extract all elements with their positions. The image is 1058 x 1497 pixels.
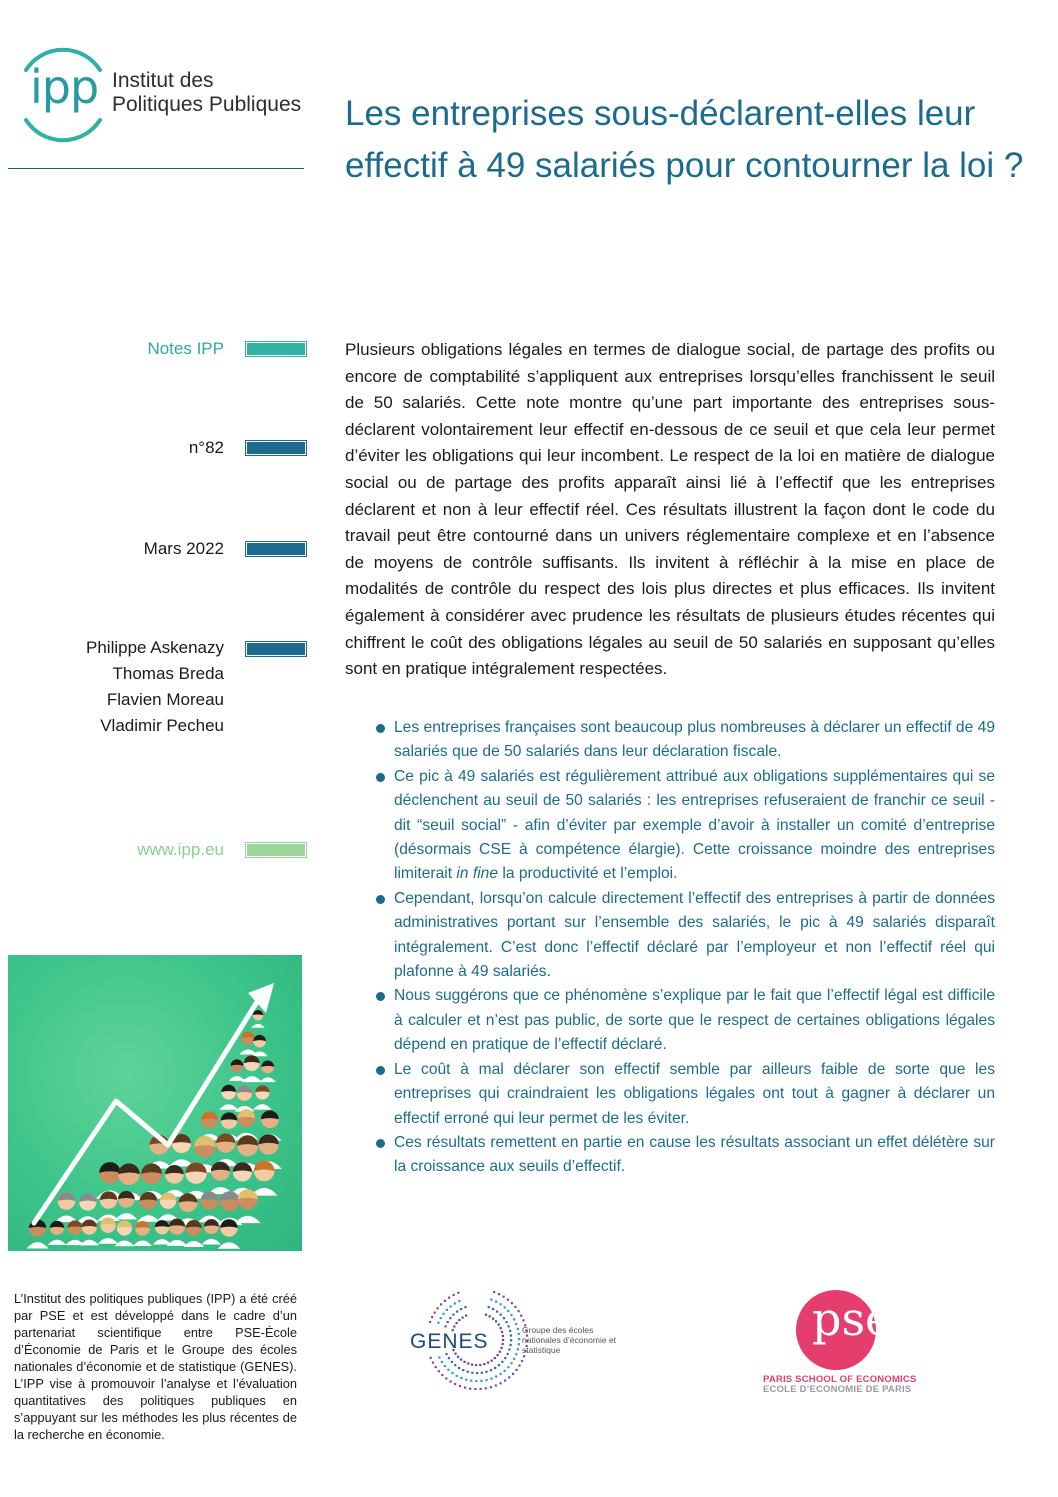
ipp-logo-mark: ipp bbox=[30, 60, 99, 114]
finding-text: Ces résultats remettent en partie en cause les résultats associant un effet délétère sur la croissance aux seuils d’effectif. bbox=[394, 1133, 995, 1176]
author-name: Thomas Breda bbox=[112, 664, 224, 683]
genes-logo-word: GENES bbox=[410, 1330, 489, 1353]
finding-item bbox=[372, 887, 995, 985]
finding-text: Nous suggérons que ce phénomène s’explique par le fait que l’effectif légal est difficile à calculer et n’est pas public, de sorte que le respect de certaines obligations légales dépend en pratique de l’effectif déclaré. bbox=[394, 987, 995, 1054]
bullet-dot-icon bbox=[376, 1066, 385, 1075]
finding-item bbox=[372, 716, 995, 765]
website-bar bbox=[246, 843, 306, 857]
ipp-logo-name-line2: Politiques Publiques bbox=[112, 93, 302, 116]
author-name: Philippe Askenazy bbox=[86, 638, 224, 657]
finding-item bbox=[372, 1058, 995, 1131]
bullet-dot-icon bbox=[376, 773, 385, 782]
growth-illustration bbox=[8, 955, 302, 1251]
author-name: Flavien Moreau bbox=[106, 690, 224, 709]
header-divider bbox=[8, 168, 304, 169]
genes-logo-subtitle: Groupe des écoles nationales d’économie et statistique bbox=[522, 1325, 617, 1355]
pse-name-en: PARIS SCHOOL OF ECONOMICS bbox=[763, 1374, 917, 1385]
author-name: Vladimir Pecheu bbox=[100, 716, 224, 735]
ipp-about-text: L’Institut des politiques publiques (IPP) a été créé par PSE et est développé dans le cadre d’un partenariat scientifique entre PSE-École d’Économie de Paris et le Groupe des écoles nationales d’économie et de statistique (GENES). L’IPP vise à promouvoir l’analyse et l’évaluation quantitatives des politiques publiques en s’appuyant sur les méthodes les plus récentes de la recherche en économie. bbox=[14, 1291, 297, 1442]
page-title: Les entreprises sous-déclarent-elles leur effectif à 49 salariés pour contourner la loi ? bbox=[345, 94, 1024, 185]
note-number: n°82 bbox=[188, 438, 224, 457]
bullet-dot-icon bbox=[376, 724, 385, 733]
publication-date: Mars 2022 bbox=[143, 539, 224, 558]
bullet-dot-icon bbox=[376, 992, 385, 1001]
finding-text: Les entreprises françaises sont beaucoup plus nombreuses à déclarer un effectif de 49 salariés que de 50 salariés dans leur déclaration fiscale. bbox=[394, 719, 995, 761]
finding-text: Ce pic à 49 salariés est régulièrement attribué aux obligations supplémentaires qui se déclenchent au seuil de 50 salariés : les entreprises refuseraient de franchir ce seuil - dit “seuil social” - afin d’éviter par exemple d’avoir à installer un comité d’entreprise (désormais CSE à compétence élargie). Cette croissance moindre des entreprises limiterait bbox=[394, 767, 995, 883]
series-bar bbox=[246, 342, 306, 356]
series-label: Notes IPP bbox=[147, 339, 224, 358]
bullet-dot-icon bbox=[376, 895, 385, 904]
website-link[interactable]: www.ipp.eu bbox=[137, 840, 224, 859]
abstract-paragraph: Plusieurs obligations légales en termes de dialogue social, de partage des profits ou encore de comptabilité s’appliquent aux entreprises lorsqu’elles franchissent le seuil de 50 salariés. Cette note montre qu’une part importante des entreprises sous-déclarent volontairement leur effectif en-dessous de ce seuil et que cela leur permet d’éviter les obligations qui leur incombent. Le respect de la loi en matière de dialogue social ou de partage des profits apparaît ainsi lié à l’effectif que les entreprises déclarent et non à leur effectif réel. Ces résultats illustrent la façon dont le code du travail peut être contourné dans un univers réglementaire complexe et en l’absence de moyens de contrôle suffisants. Ils invitent à réfléchir à la mise en place de modalités de contrôle du respect des lois plus directes et plus efficaces. Ils invitent également à considérer avec prudence les résultats de plusieurs études récentes qui chiffrent le coût des obligations légales au seuil de 50 salariés en supposant qu’elles sont en pratique intégralement respectées. bbox=[345, 340, 995, 679]
key-findings-list bbox=[372, 716, 995, 1180]
ipp-logo-name-line1: Institut des bbox=[112, 69, 214, 92]
date-bar bbox=[246, 542, 306, 556]
finding-text: Le coût à mal déclarer son effectif semble par ailleurs faible de sorte que les entreprises qui craindraient les obligations légales ont tout à gagner à déclarer un effectif erroné qui leur permet de les éviter. bbox=[394, 1060, 995, 1127]
finding-item bbox=[372, 1131, 995, 1180]
bullet-dot-icon bbox=[376, 1139, 385, 1148]
pse-name-fr: ECOLE D’ECONOMIE DE PARIS bbox=[763, 1384, 912, 1395]
authors-bar bbox=[246, 642, 306, 656]
note-number-bar bbox=[246, 441, 306, 455]
finding-text: la productivité et l’emploi. bbox=[498, 865, 678, 883]
finding-text: Cependant, lorsqu’on calcule directement l’effectif des entreprises à partir de données administratives portant sur l’ensemble des salariés, le pic à 49 salariés disparaît intégralement. C’est donc l’effectif déclaré par l’employeur et non l’effectif réel qui plafonne à 49 salariés. bbox=[394, 889, 995, 981]
finding-emphasis: in fine bbox=[456, 865, 499, 883]
finding-item bbox=[372, 984, 995, 1057]
authors-list bbox=[86, 635, 224, 739]
people-crowd-icon bbox=[8, 955, 302, 1251]
finding-item bbox=[372, 765, 995, 887]
pse-logo-mark: pse bbox=[812, 1292, 893, 1346]
